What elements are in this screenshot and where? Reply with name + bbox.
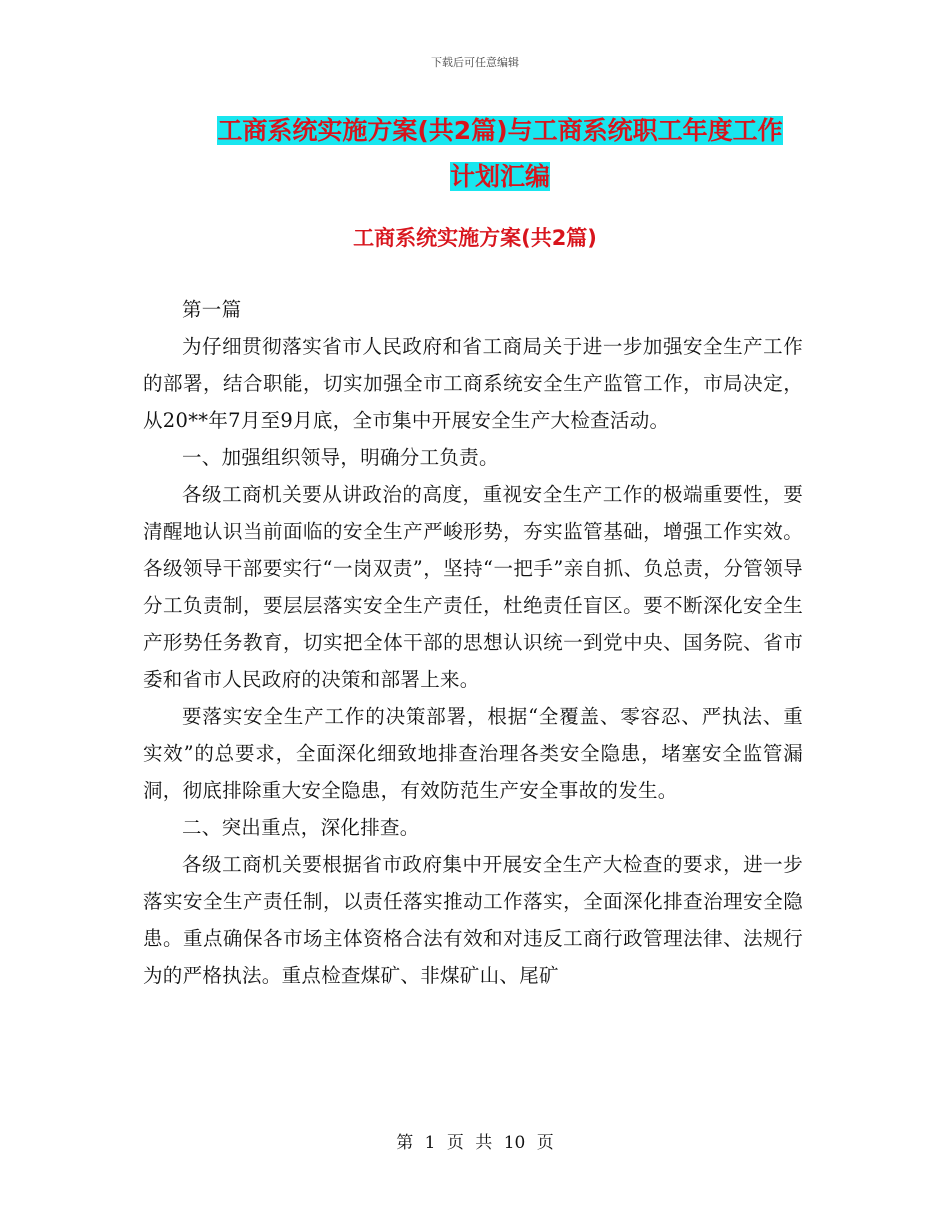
- paragraph-heading: 一、加强组织领导，明确分工负责。: [182, 446, 499, 469]
- header-note: 下载后可任意编辑: [431, 56, 519, 69]
- paragraph-part-heading: 第一篇: [182, 298, 242, 321]
- paragraph: 各级工商机关要根据省市政府集中开展安全生产大检查的要求，进一步落实安全生产责任制，以责任落实推动工作落实，全面深化排查治理安全隐患。重点确保各市场主体资格合法有效和对违反工商行政管理法律、法规行为的严格执法。重点检查煤矿、非煤矿山、尾矿: [143, 853, 803, 987]
- title-line-1: 工商系统实施方案(共2篇)与工商系统职工年度工作: [217, 116, 783, 145]
- document-title: [150, 108, 850, 200]
- page-number-footer: 第 1 页 共 10 页: [396, 1133, 554, 1153]
- paragraph: 为仔细贯彻落实省市人民政府和省工商局关于进一步加强安全生产工作的部署，结合职能，切实加强全市工商系统安全生产监管工作，市局决定，从20**年7月至9月底，全市集中开展安全生产大检查活动。: [143, 335, 803, 432]
- title-line-2: 计划汇编: [449, 162, 550, 191]
- paragraph-heading: 二、突出重点，深化排查。: [182, 816, 420, 839]
- section-title: 工商系统实施方案(共2篇): [353, 226, 597, 250]
- paragraph: 要落实安全生产工作的决策部署，根据“全覆盖、零容忍、严执法、重实效”的总要求，全面深化细致地排查治理各类安全隐患，堵塞安全监管漏洞，彻底排除重大安全隐患，有效防范生产安全事故的发生。: [143, 705, 803, 802]
- paragraph: 各级工商机关要从讲政治的高度，重视安全生产工作的极端重要性，要清醒地认识当前面临的安全生产严峻形势，夯实监管基础，增强工作实效。各级领导干部要实行“一岗双责”，坚持“一把手”亲自抓、负总责，分管领导分工负责制，要层层落实安全生产责任，杜绝责任盲区。要不断深化安全生产形势任务教育，切实把全体干部的思想认识统一到党中央、国务院、省市委和省市人民政府的决策和部署上来。: [143, 483, 803, 691]
- document-body: [143, 291, 803, 994]
